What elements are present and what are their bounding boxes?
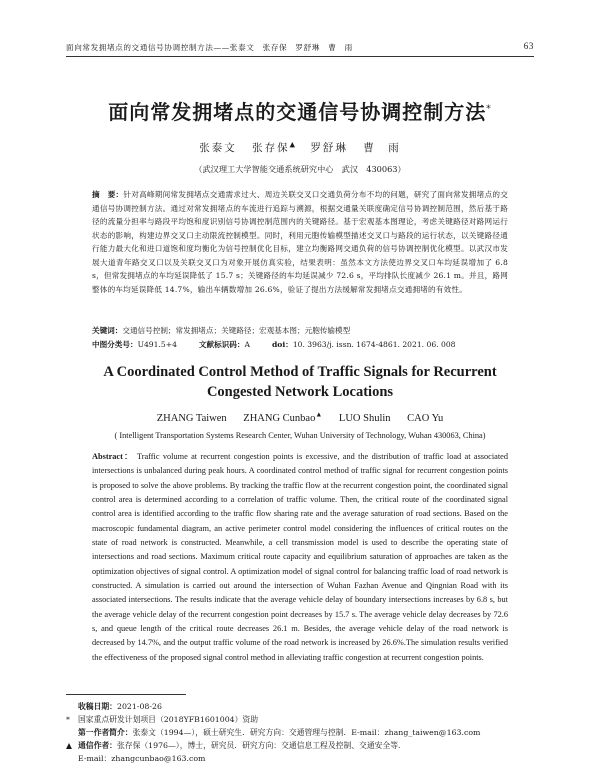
author-en: ZHANG Taiwen <box>156 412 227 424</box>
corresponding-mark: ▲ <box>66 741 72 750</box>
chinese-keywords <box>92 324 508 337</box>
footnote-first-author: 第一作者简介：张泰文（1994—），硕士研究生．研究方向：交通管理与控制．E-mail：zhang_taiwen@163.com <box>78 728 481 737</box>
clc-label: 中图分类号： <box>92 340 138 349</box>
author-cn: 曹 雨 <box>363 142 401 154</box>
chinese-abstract-label: 摘 要： <box>92 190 124 199</box>
chinese-abstract <box>92 188 508 296</box>
footnote-email: E-mail：zhangcunbao@163.com <box>78 754 206 763</box>
author-cn: 罗舒琳 <box>310 142 348 154</box>
keywords-text: 交通信号控制；常发拥堵点；关键路径；宏观基本图；元胞传输模型 <box>122 326 351 335</box>
footnote-received: 收稿日期：2021-08-26 <box>78 702 162 711</box>
doccode-label: 文献标识码： <box>198 340 245 349</box>
chinese-title <box>0 96 600 125</box>
running-title: 面向常发拥堵点的交通信号协调控制方法——张泰文 张存保 罗舒琳 曹 雨 <box>66 43 353 52</box>
author-en: CAO Yu <box>407 412 444 424</box>
author-cn: 张泰文 <box>199 142 237 154</box>
english-abstract-label: Abstract： <box>92 452 134 461</box>
page-number: 63 <box>523 41 534 51</box>
title-footnote-mark: * <box>486 104 492 115</box>
footnote-corresponding-author: ▲ 通信作者：张存保（1976—），博士，研究员．研究方向：交通信息工程及控制、交通安全等． <box>66 741 406 750</box>
english-affiliation: ( Intelligent Transportation Systems Research Center, Wuhan University of Technology, Wuhan 430063, China) <box>114 431 486 440</box>
chinese-abstract-text: 针对高峰期间常发拥堵点交通需求过大、周边关联交叉口交通负荷分布不均的问题，研究了面向常发拥堵点的交通信号协调控制方法。通过对常发拥堵点的车流进行追踪与溯源，根据交通量关联度确定信号协调控制范围，然后基于路径的流量分担率与路段平均饱和度识别信号协调控制范围内的关键路径。基于宏观基本图理论，考虑关键路径对路网运行状态的影响，构建边界交叉口主动限流控制模型。同时，利用元胞传输模型描述交叉口与路段的运行状态，以关键路径通行能力最大化和进口道饱和度均衡化为信号控制优化目标，建立均衡路网交通负荷的信号协调控制优化模型。以武汉市发展大道青年路交叉口以及关联交叉口为对象开展仿真实验，结果表明：虽然本文方法使边界交叉口车均延误增加了 6.8 s，但常发拥堵点的车均延误降低了 15.7 s；关键路径的车均延误减少 72.6 s，平均排队长度减少 26.1 m。并且，路网整体的车均延误降低 14.7%，输出车辆数增加 26.6%，验证了提出方法缓解常发拥堵点交通拥堵的有效性。 <box>92 190 508 294</box>
doi-label: doi： <box>271 340 293 349</box>
fund-mark: * <box>66 715 70 724</box>
clc-value: U491.5+4 <box>137 340 177 349</box>
keywords-label: 关键词： <box>92 326 123 335</box>
author-en: LUO Shulin <box>338 412 391 424</box>
english-abstract-text: Traffic volume at recurrent congestion points is excessive, and the distribution of traffic load at associated intersections is unbalanced during peak hours. A coordinated control method of traffic signal for recurrent congestion points is proposed to solve the above problems. By tracking the traffic flow at the recurrent congestion point, the coordinated signal control area is determined according to a correlation of traffic volume. Then, the critical route of the coordinated signal control area is identified according to the traffic flow sharing rate and the average saturation of road sections. Based on the macroscopic fundamental diagram, an active perimeter control model considering the influences of critical routes on the state of road network is constructed. Meanwhile, a cell transmission model is used to describe the operating state of intersections and road sections. Maximum critical route capacity and equilibrium saturation of approaches are taken as the optimization objectives of signal control. A optimization model of signal control for balancing traffic load of road network is constructed. A simulation is carried out around the intersection of Wuhan Fazhan Avenue and Qingnian Road with its associated intersections. The results indicate that the average vehicle delay of boundary intersections increases by 6.8 s, but the average vehicle delay of the recurrent congestion point decreases by 15.7 s. The average vehicle delay decreases by 72.6 s, and queue length of the critical route decreases 26.1 m. Besides, the average vehicle delay of the road network is decreased by 14.7%, and the output traffic volume of the road network is increased by 26.6%.The simulation results verified the effectiveness of the proposed signal control method in alleviating traffic congestion at recurrent congestion points. <box>92 452 508 662</box>
corresponding-author-mark: ▲ <box>315 410 323 418</box>
author-cn: 张存保▲ <box>252 140 296 154</box>
corresponding-author-mark: ▲ <box>289 140 296 149</box>
doccode-value: A <box>244 340 250 349</box>
english-authors <box>0 410 600 424</box>
footnotes <box>66 700 534 765</box>
english-abstract <box>92 450 508 665</box>
english-title: A Coordinated Control Method of Traffic Signals for Recurrent Congested Network Locations <box>103 364 497 400</box>
doi-value: 10. 3963/j. issn. 1674-4861. 2021. 06. 008 <box>292 340 456 349</box>
chinese-authors <box>0 140 600 155</box>
running-header <box>66 42 534 57</box>
classification-line <box>92 338 508 351</box>
author-en: ZHANG Cunbao▲ <box>243 410 323 424</box>
chinese-affiliation: （武汉理工大学智能交通系统研究中心 武汉 430063） <box>194 164 406 174</box>
chinese-title-text: 面向常发拥堵点的交通信号协调控制方法 <box>108 100 487 124</box>
footnote-fund: * 国家重点研发计划项目（2018YFB1601004）资助 <box>66 715 259 724</box>
footnote-divider <box>66 694 186 695</box>
